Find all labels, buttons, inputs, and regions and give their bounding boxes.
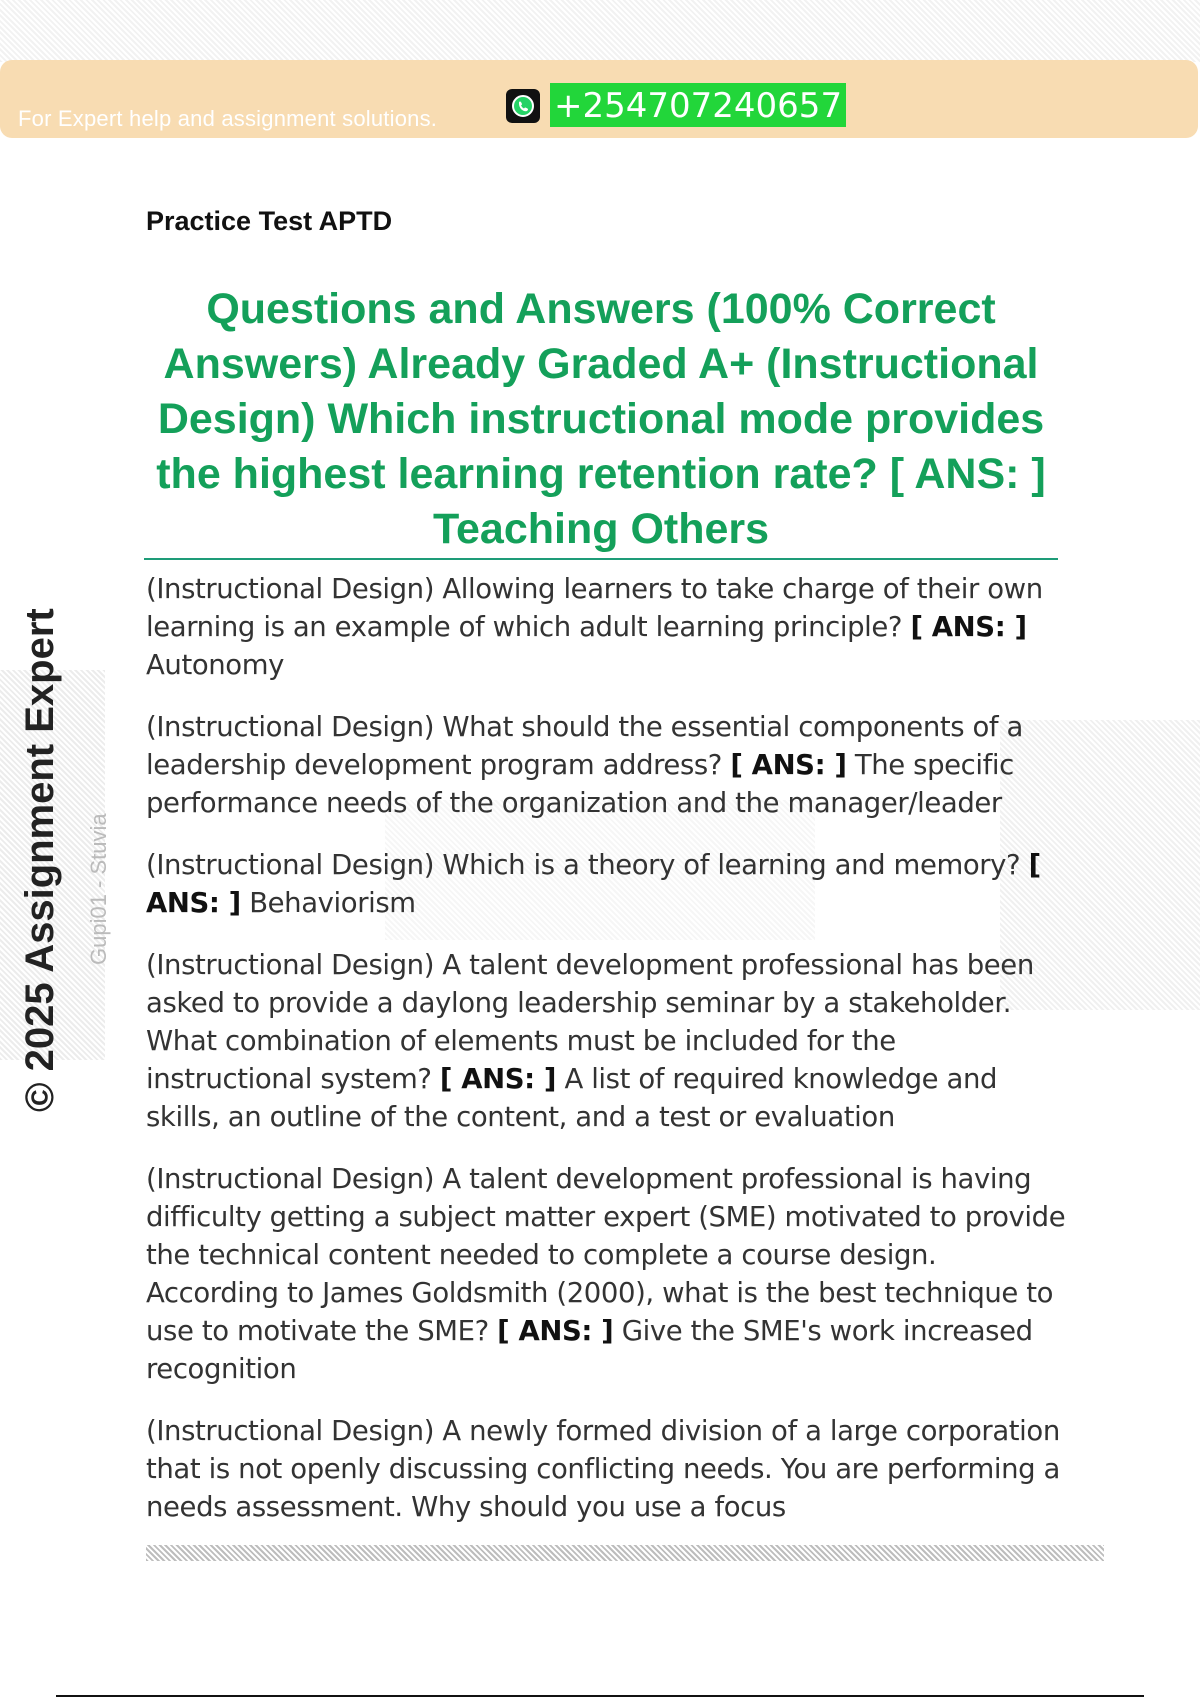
- qa-question: (Instructional Design) A newly formed division of a large corporation that is not openly discussing conflicting needs. You are performing a needs assessment. Why should you use a focus: [146, 1415, 1060, 1523]
- document-heading: Questions and Answers (100% Correct Answers) Already Graded A+ (Instructional Design) Which instructional mode provides the highest learning retention rate? [ ANS: ] Teaching Others: [156, 285, 1046, 553]
- ans-label: [ ANS: ]: [146, 849, 1041, 919]
- qa-item: [146, 1160, 1066, 1388]
- banner-text: For Expert help and assignment solutions.: [18, 106, 438, 131]
- bottom-hatch-band: [146, 1545, 1104, 1561]
- uploader-watermark: Gupi01 - Stuvia: [86, 813, 111, 965]
- document-title: Practice Test APTD: [146, 206, 393, 236]
- ans-label: [ ANS: ]: [497, 1315, 614, 1347]
- qa-question: (Instructional Design) Allowing learners to take charge of their own learning is an example of which adult learning principle?: [146, 573, 1043, 643]
- whatsapp-glyph: [510, 93, 536, 119]
- heading-underline: [144, 558, 1058, 560]
- qa-item: [146, 570, 1066, 684]
- qa-answer: Give the SME's work increased recognition: [146, 1315, 1033, 1385]
- ans-label: [ ANS: ]: [439, 1063, 557, 1095]
- qa-question: (Instructional Design) What should the essential components of a leadership development program address?: [146, 711, 1023, 781]
- qa-list: [146, 570, 1066, 1550]
- top-hatch-background: [0, 0, 1200, 62]
- qa-item: [146, 846, 1066, 922]
- qa-answer: A list of required knowledge and skills, an outline of the content, and a test or evaluation: [146, 1063, 998, 1133]
- qa-item: [146, 946, 1066, 1136]
- whatsapp-icon[interactable]: [506, 89, 540, 123]
- qa-question: (Instructional Design) A talent development professional is having difficulty getting a subject matter expert (SME) motivated to provide the technical content needed to complete a course design. According to James Goldsmith (2000), what is the best technique to use to motivate the SME?: [146, 1163, 1066, 1347]
- qa-answer: The specific performance needs of the organization and the manager/leader: [146, 749, 1014, 819]
- ans-label: [ ANS: ]: [910, 611, 1027, 643]
- footer-rule: [56, 1695, 1144, 1697]
- qa-item: [146, 708, 1066, 822]
- copyright-watermark: © 2025 Assignment Expert: [18, 608, 62, 1112]
- phone-number-link[interactable]: +254707240657: [550, 83, 846, 127]
- ans-label: [ ANS: ]: [730, 749, 847, 781]
- qa-question: (Instructional Design) Which is a theory of learning and memory?: [146, 849, 1021, 881]
- qa-question: (Instructional Design) A talent development professional has been asked to provide a daylong leadership seminar by a stakeholder. What combination of elements must be included for the instructional system?: [146, 949, 1034, 1095]
- qa-item: [146, 1412, 1066, 1526]
- qa-answer: Behaviorism: [249, 887, 416, 919]
- qa-answer: Autonomy: [146, 649, 284, 681]
